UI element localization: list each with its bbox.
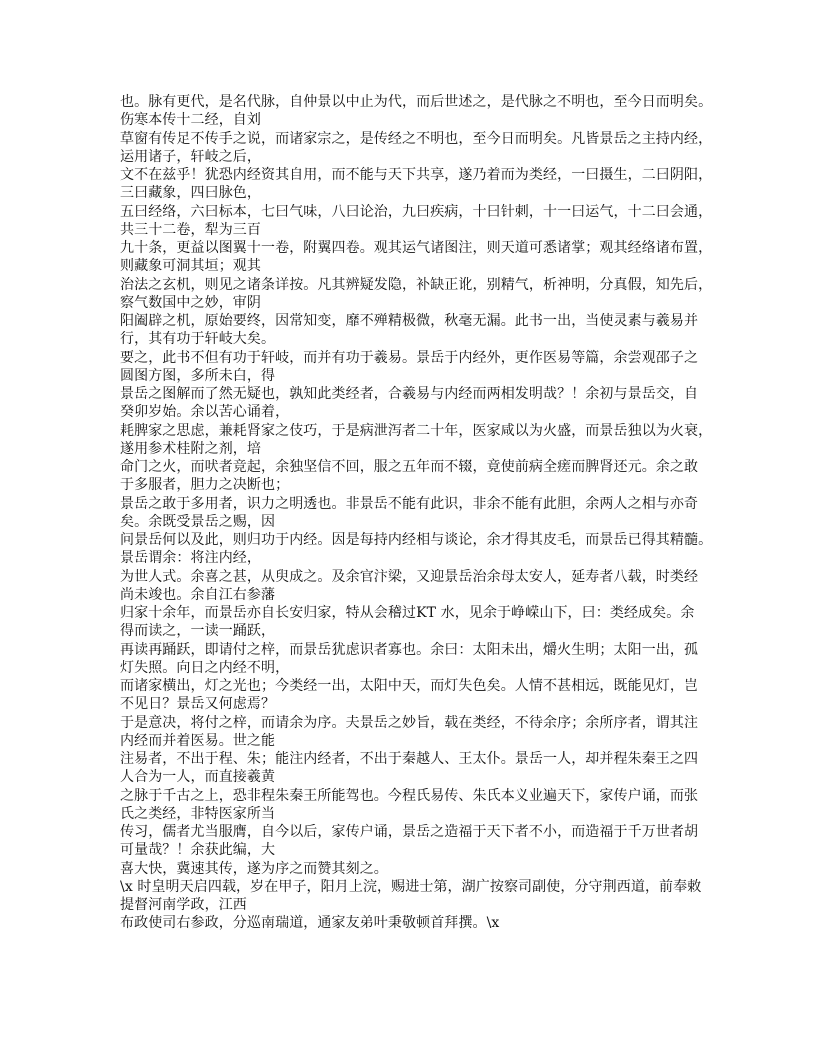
text-line: 要之，此书不但有功于轩岐，而并有功于羲易。景岳于内经外，更作医易等篇，余尝观邵子之 [120, 349, 699, 366]
text-line: 共三十二卷，犁为三百 [120, 221, 261, 238]
text-line: 治法之玄机，则见之诸条详按。凡其辨疑发隐，补缺正讹，别精气，析神明，分真假，知先后， [120, 276, 713, 293]
text-line: 布政使司右参政，分巡南瑞道，通家友弟叶秉敬顿首拜撰。\x [120, 915, 500, 932]
text-line: 景岳之图解而了然无疑也，孰知此类经者，合羲易与内经而两相发明哉？！余初与景岳交，自 [120, 386, 699, 402]
text-line: 也。脉有更代，是名代脉，自仲景以中止为代，而后世述之，是代脉之不明也，至今日而明矣。 [120, 94, 713, 110]
text-line: 则藏象可洞其垣；观其 [120, 258, 261, 275]
text-line: 为世人式。余喜之甚，从臾成之。及余官汴梁，又迎景岳治余母太安人，延寿者八载，时类经 [120, 568, 699, 585]
text-line: 景岳之敢于多用者，识力之明透也。非景岳不能有此识，非余不能有此胆，余两人之相与亦奇 [120, 495, 699, 512]
text-line: 癸卯岁始。余以苦心诵着， [120, 404, 290, 421]
text-line: 遂用参术桂附之剂，培 [120, 440, 261, 457]
text-line: 内经而并着医易。世之能 [120, 732, 276, 749]
text-line: 于多服者，胆力之决断也； [120, 477, 290, 494]
text-line: 行，其有功于轩岐大矣。 [120, 331, 276, 348]
text-line: 圆图方图，多所未白，得 [120, 367, 276, 384]
text-line: 再读再踊跃，即请付之梓，而景岳犹虑识者寡也。余曰：太阳未出，爝火生明；太阳一出，孤 [120, 641, 699, 658]
text-line: 喜大快，冀速其传，遂为序之而赞其刻之。 [120, 860, 388, 877]
text-line: 尚未竣也。余自江右参藩 [120, 586, 276, 603]
text-line: 问景岳何以及此，则归功于内经。因是每持内经相与谈论，余才得其皮毛，而景岳已得其精髓。 [120, 532, 713, 548]
text-line: 矣。余既受景岳之赐，因 [120, 513, 276, 530]
text-line: 察气数国中之妙，审阴 [120, 294, 261, 311]
text-line: 归家十余年，而景岳亦自长安归家，特从会稽过KT 水，见余于峥嵘山下，曰：类经成矣。余 [120, 605, 695, 621]
text-line: 九十条，更益以图翼十一卷，附翼四卷。观其运气诸图注，则天道可悉诸掌；观其经络诸布置， [120, 240, 713, 256]
text-line: 命门之火，而吠者竞起，余独坚信不回，服之五年而不辍，竟使前病全瘥而脾肾还元。余之敢 [120, 459, 699, 475]
text-line: \x 时皇明天启四载，岁在甲子，阳月上浣，赐进士第，湖广按察司副使，分守荆西道，前奉敕 [120, 878, 702, 895]
text-line: 之脉于千古之上，恐非程朱秦王所能驾也。今程氏易传、朱氏本义业遍天下，家传户诵，而张 [120, 787, 699, 804]
text-line: 草窗有传足不传手之说，而诸家宗之，是传经之不明也，至今日而明矣。凡皆景岳之主持内经， [120, 130, 713, 147]
text-line: 灯失照。向日之内经不明， [120, 659, 290, 676]
text-line: 提督河南学政，江西 [120, 897, 247, 913]
text-line: 氏之类经，非特医家所当 [120, 805, 276, 822]
text-line: 注易者，不出于程、朱；能注内经者，不出于秦越人、王太仆。景岳一人，却并程朱秦王之四 [120, 751, 699, 767]
text-line: 不见日？景岳又何虑焉？ [120, 696, 276, 713]
text-line: 传习，儒者尤当服膺，自今以后，家传户诵，景岳之造福于天下者不小，而造福于千万世者胡 [120, 824, 699, 840]
text-line: 耗脾家之思虑，兼耗肾家之伎巧，于是病泄泻者二十年，医家咸以为火盛，而景岳独以为火衰， [120, 422, 713, 439]
text-line: 伤寒本传十二经，自刘 [120, 112, 261, 129]
text-line: 于是意决，将付之梓，而请余为序。夫景岳之妙旨，载在类经，不待余序；余所序者，谓其注 [120, 714, 699, 731]
text-line: 而诸家横出，灯之光也；今类经一出，太阳中天，而灯失色矣。人情不甚相远，既能见灯，岂 [120, 678, 699, 694]
text-line: 文不在兹乎！犹恐内经资其自用，而不能与天下共享，遂乃着而为类经，一曰摄生，二曰阴阳， [120, 167, 713, 183]
text-line: 人合为一人，而直接羲黄 [120, 769, 276, 786]
text-line: 阳阖辟之机，原始要终，因常知变，靡不殚精极微，秋毫无漏。此书一出，当使灵素与羲易并 [120, 313, 699, 329]
text-line: 运用诸子，轩岐之后， [120, 148, 261, 165]
text-line: 可量哉？！余获此编，大 [120, 842, 276, 859]
document-body [120, 93, 713, 933]
text-line: 得而读之，一读一踊跃， [120, 623, 276, 640]
text-line: 五曰经络，六曰标本，七曰气味，八曰论治，九曰疾病，十曰针刺，十一曰运气，十二曰会通， [120, 203, 713, 220]
text-line: 三曰藏象，四曰脉色， [120, 185, 261, 202]
text-line: 景岳谓余：将注内经， [120, 550, 261, 567]
